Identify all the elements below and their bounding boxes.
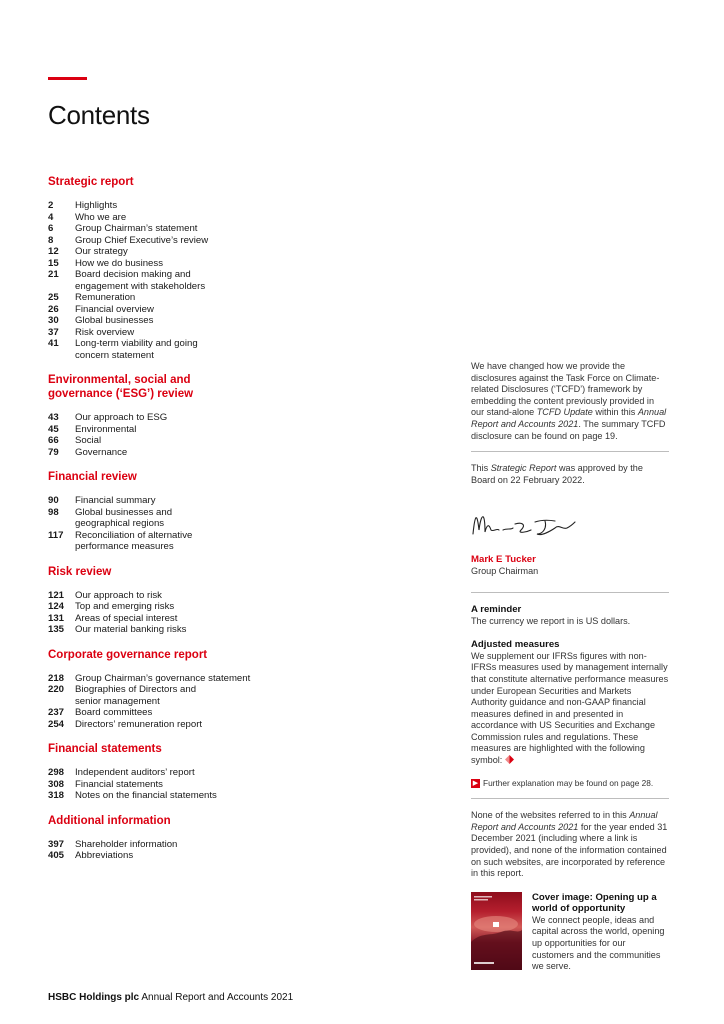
toc-page-number: 308 [48,778,65,790]
toc-item[interactable] [48,719,378,731]
toc-item-label: Social [75,435,102,446]
section-heading[interactable]: Additional information [48,814,171,827]
toc-item-label: Biographies of Directors and senior management [75,684,197,707]
toc-page-number: 66 [48,435,59,446]
toc-item-label: Our material banking risks [75,624,187,635]
toc-section-financial-review [48,470,378,553]
toc-item-label: Shareholder information [75,838,178,850]
toc-page-number: 21 [48,269,59,280]
toc-page-number: 298 [48,767,65,778]
toc-page-number: 218 [48,672,65,684]
toc-item-label: Our approach to ESG [75,412,168,423]
toc-item[interactable] [48,435,378,447]
toc-page-number: 6 [48,223,54,234]
toc-item[interactable] [48,779,378,791]
cover-title: Cover image: Opening up a world of opportunity [532,891,657,915]
cover-caption-text [532,892,669,973]
footer-report: Annual Report and Accounts 2021 [139,992,294,1003]
reminder-heading: A reminder [471,603,522,615]
toc-item-label: Board committees [75,707,153,718]
toc-item-label: Environmental [75,423,137,435]
accent-bar [48,77,87,80]
toc-item-label: Financial statements [75,778,163,790]
section-heading[interactable]: Corporate governance report [48,648,208,661]
toc-page-number: 45 [48,423,59,435]
toc-page-number: 12 [48,246,59,257]
toc-item-label: Reconciliation of alternative performance measures [75,529,193,552]
toc-item-label: Highlights [75,200,118,211]
cover-image-caption [471,892,669,973]
toc-item-label: Financial overview [75,303,154,315]
section-heading[interactable]: Financial review [48,471,137,483]
toc-item-label: Our approach to risk [75,589,162,601]
section-heading[interactable]: Risk review [48,565,112,578]
toc-item-label: Group Chairman’s statement [75,223,198,234]
section-heading[interactable]: Financial statements [48,743,162,755]
toc-item[interactable] [48,327,378,339]
toc-page-number: 131 [48,612,65,624]
toc-page-number: 220 [48,684,65,695]
approval-text: This [471,463,491,474]
toc-item[interactable] [48,292,378,304]
toc-item[interactable] [48,223,378,235]
page-footer [48,992,293,1003]
toc-page-number: 397 [48,838,65,850]
toc-item-label: Remuneration [75,292,136,303]
approval-italic: Strategic Report [490,463,557,474]
footer-company: HSBC Holdings plc [48,992,140,1003]
websites-text: for the year ended 31 December 2021 (including where a link is provided), and none of the information contained on such websites, are incorporated by reference in this report. [471,821,668,879]
toc-page-number: 4 [48,211,54,223]
toc-item[interactable] [48,790,378,802]
toc-item[interactable] [48,507,378,530]
tcfd-italic: TCFD Update [536,407,593,418]
toc-page-number: 79 [48,446,59,458]
toc-page-number: 135 [48,624,65,635]
toc-item-label: Financial summary [75,495,156,506]
toc-item[interactable] [48,258,378,270]
toc-item-label: Group Chairman’s governance statement [75,672,251,684]
toc-item[interactable] [48,684,378,707]
signature-image [471,494,669,544]
adjusted-text: We supplement our IFRSs figures with non-IFRSs measures used by management internally that constitute alternative performance measures under European Securities and Markets Authority guidance and non-GAAP financial measures defined in and presented in accordance with US Securities and Exchange Commission rules and regulations. These measures are highlighted with the following symbol: [471,650,669,766]
signer-name: Mark E Tucker [471,554,536,566]
toc-item[interactable] [48,495,378,507]
reminder-text: The currency we report in is US dollars. [471,615,631,626]
toc-page-number: 2 [48,200,54,211]
toc-page-number: 8 [48,234,54,246]
table-of-contents [48,175,378,874]
toc-item[interactable] [48,613,378,625]
toc-item-label: Global businesses and geographical regions [75,506,173,529]
approval-text: was approved by the Board on 22 February 2022. [471,463,643,485]
divider [471,451,669,452]
toc-item-label: Who we are [75,211,127,223]
toc-item-label: Top and emerging risks [75,601,175,612]
toc-page-number: 25 [48,292,59,303]
toc-item-label: Our strategy [75,246,128,257]
toc-item-label: Independent auditors’ report [75,767,195,778]
toc-item[interactable] [48,624,378,636]
toc-page-number: 117 [48,529,64,541]
toc-item-label: Board decision making and engagement with stakeholders [75,269,206,292]
toc-item[interactable] [48,839,378,851]
toc-page-number: 121 [48,589,65,601]
toc-section-risk-review [48,565,378,636]
toc-page-number: 254 [48,718,65,730]
toc-item[interactable] [48,424,378,436]
toc-item-label: Areas of special interest [75,612,178,624]
toc-item[interactable] [48,530,378,553]
arrow-right-icon: ▶ [472,779,479,787]
divider [471,592,669,593]
toc-page-number: 90 [48,495,59,506]
further-explanation-note[interactable] [471,778,669,790]
toc-page-number: 26 [48,303,59,315]
alternative-measure-diamond-icon [505,755,514,764]
toc-item-label: Notes on the financial statements [75,790,217,801]
approval-note [471,463,669,486]
toc-item[interactable] [48,590,378,602]
toc-item-label: Directors’ remuneration report [75,718,203,730]
tcfd-text: within this [592,407,638,418]
toc-item-label: Risk overview [75,326,135,338]
cover-description: We connect people, ideas and capital across the world, opening up opportunities for our customers and the communities we serve. [532,914,665,972]
toc-page-number: 41 [48,338,59,349]
toc-item-label: Long-term viability and going concern statement [75,338,198,361]
divider [471,798,669,799]
signer-title: Group Chairman [471,566,539,577]
toc-item[interactable] [48,707,378,719]
toc-item[interactable] [48,412,378,424]
toc-section-strategic-report [48,175,378,361]
toc-page-number: 237 [48,707,65,718]
toc-page-number: 15 [48,257,59,269]
toc-page-number: 405 [48,850,65,861]
toc-item-label: How we do business [75,257,163,269]
section-heading[interactable]: Environmental, social and governance (‘ESG’) review [48,374,194,400]
toc-item[interactable] [48,338,378,361]
websites-text: None of the websites referred to in this [471,810,630,821]
toc-section-additional-information [48,814,378,862]
further-explanation-text: Further explanation may be found on page 28. [483,777,654,788]
tcfd-note [471,361,669,442]
toc-page-number: 43 [48,412,59,423]
toc-item[interactable] [48,673,378,685]
toc-section-corporate-governance [48,648,378,731]
toc-page-number: 98 [48,506,59,518]
toc-item[interactable] [48,269,378,292]
toc-section-financial-statements [48,742,378,802]
toc-item[interactable] [48,235,378,247]
toc-item-label: Abbreviations [75,850,134,861]
toc-section-esg-review [48,373,378,458]
toc-page-number: 318 [48,790,65,801]
toc-item[interactable] [48,601,378,613]
section-heading[interactable]: Strategic report [48,176,134,188]
toc-item[interactable] [48,212,378,224]
tcfd-text: We have changed how we provide the disclosures against the Task Force on Climate-related Disclosures (‘TCFD’) framework by embedding the content previously provided in our stand-alone [471,361,660,418]
tcfd-text: . The summary TCFD disclosure can be found on page 19. [471,418,666,441]
tcfd-italic: Annual Report and Accounts 2021 [471,407,667,429]
toc-item[interactable] [48,304,378,316]
toc-page-number: 124 [48,601,65,612]
adjusted-measures-heading: Adjusted measures [471,639,560,651]
toc-item[interactable] [48,246,378,258]
toc-page-number: 30 [48,315,59,326]
toc-item-label: Group Chief Executive’s review [75,234,209,246]
toc-item[interactable] [48,447,378,459]
toc-page-number: 37 [48,326,59,338]
toc-item-label: Governance [75,446,128,458]
toc-item[interactable] [48,850,378,862]
toc-item[interactable] [48,767,378,779]
toc-item-label: Global businesses [75,315,154,326]
toc-item[interactable] [48,200,378,212]
page-title: Contents [48,100,150,130]
toc-item[interactable] [48,315,378,327]
side-notes [471,361,669,973]
websites-italic: Annual Report and Accounts 2021 [471,810,658,832]
websites-disclaimer [471,810,669,880]
cover-thumbnail [471,892,522,970]
adjusted-measures-text [471,651,669,767]
